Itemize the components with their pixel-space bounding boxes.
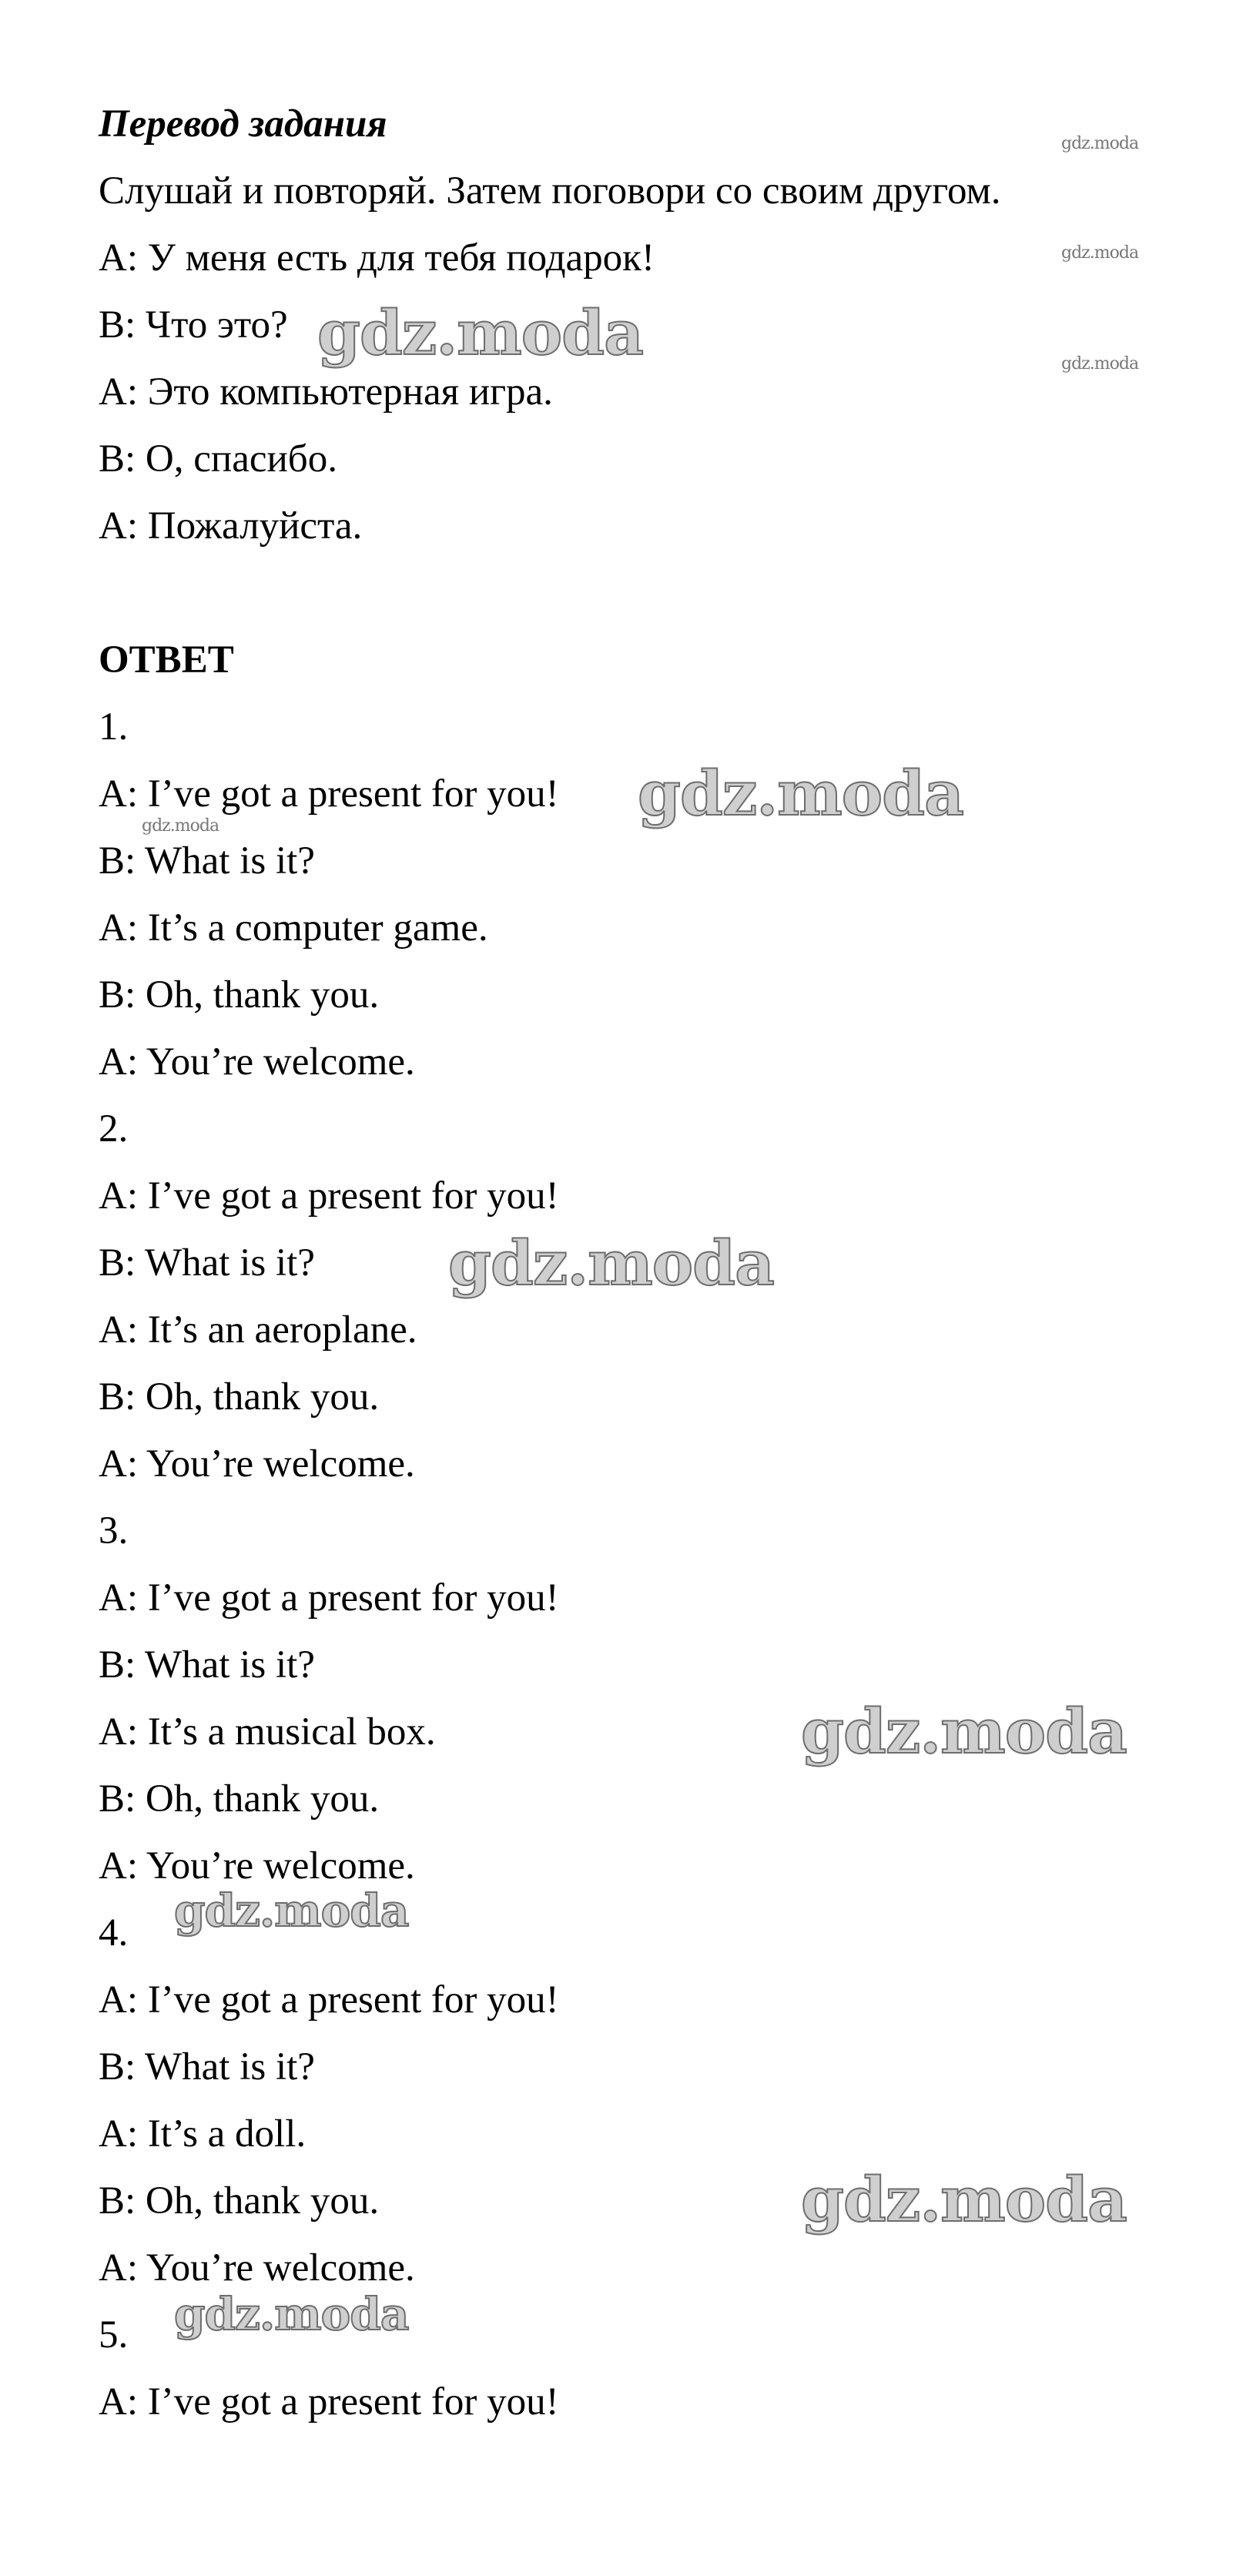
watermark: gdz.moda bbox=[801, 1695, 1127, 1767]
instruction-line: Слушай и повторяй. Затем поговори со своим другом. bbox=[99, 169, 1001, 213]
answer-dialogue-2 bbox=[99, 1096, 1208, 1498]
task-translation-heading: Перевод задания bbox=[99, 102, 387, 146]
dialogue-line: А: Это компьютерная игра. bbox=[99, 370, 553, 414]
dialogue-line: A: You’re welcome. bbox=[99, 2246, 415, 2290]
watermark: gdz.moda bbox=[174, 1884, 409, 1937]
document-body bbox=[99, 91, 1208, 2436]
watermark: gdz.moda bbox=[448, 1227, 774, 1299]
watermark: gdz.moda bbox=[142, 816, 219, 836]
watermark: gdz.moda bbox=[174, 2288, 409, 2340]
dialogue-line: А: У меня есть для тебя подарок! bbox=[99, 236, 655, 280]
answer-section bbox=[99, 627, 1208, 2436]
dialogue-line: A: It’s an aeroplane. bbox=[99, 1308, 417, 1352]
dialogue-line: B: What is it? bbox=[99, 1241, 315, 1285]
dialogue-line: B: Oh, thank you. bbox=[99, 1777, 380, 1821]
answer-dialogue-5 bbox=[99, 2302, 1208, 2436]
section-gap bbox=[99, 560, 1208, 627]
dialogue-line: B: What is it? bbox=[99, 1643, 315, 1687]
dialogue-line: A: I’ve got a present for you! bbox=[99, 2380, 559, 2424]
watermark: gdz.moda bbox=[1061, 354, 1139, 374]
dialogue-number: 5. bbox=[99, 2313, 129, 2357]
dialogue-line: A: You’re welcome. bbox=[99, 1844, 415, 1888]
dialogue-line: B: What is it? bbox=[99, 839, 315, 883]
dialogue-line: В: О, спасибо. bbox=[99, 437, 337, 481]
dialogue-line: B: Oh, thank you. bbox=[99, 973, 380, 1017]
watermark: gdz.moda bbox=[1061, 134, 1139, 153]
dialogue-line: A: It’s a musical box. bbox=[99, 1710, 436, 1754]
dialogue-line: В: Что это? bbox=[99, 303, 288, 347]
dialogue-line: A: It’s a computer game. bbox=[99, 906, 488, 950]
answer-heading: ОТВЕТ bbox=[99, 638, 234, 682]
dialogue-line: A: I’ve got a present for you! bbox=[99, 772, 559, 816]
watermark: gdz.moda bbox=[638, 757, 963, 829]
dialogue-line: B: Oh, thank you. bbox=[99, 2179, 380, 2223]
dialogue-line: А: Пожалуйста. bbox=[99, 504, 363, 548]
dialogue-line: B: Oh, thank you. bbox=[99, 1375, 380, 1419]
dialogue-line: A: I’ve got a present for you! bbox=[99, 1174, 559, 1218]
watermark: gdz.moda bbox=[801, 2163, 1127, 2236]
watermark: gdz.moda bbox=[317, 296, 643, 369]
dialogue-number: 2. bbox=[99, 1107, 129, 1151]
task-translation-section bbox=[99, 91, 1208, 560]
dialogue-number: 3. bbox=[99, 1509, 129, 1553]
answer-dialogue-3 bbox=[99, 1498, 1208, 1900]
dialogue-line: A: You’re welcome. bbox=[99, 1442, 415, 1486]
dialogue-line: A: You’re welcome. bbox=[99, 1040, 415, 1084]
dialogue-number: 4. bbox=[99, 1911, 129, 1955]
answer-dialogue-4 bbox=[99, 1900, 1208, 2302]
watermark: gdz.moda bbox=[1061, 243, 1139, 263]
answer-dialogue-1 bbox=[99, 694, 1208, 1096]
dialogue-line: A: I’ve got a present for you! bbox=[99, 1576, 559, 1620]
dialogue-line: A: I’ve got a present for you! bbox=[99, 1978, 559, 2022]
dialogue-line: B: What is it? bbox=[99, 2045, 315, 2089]
dialogue-line: A: It’s a doll. bbox=[99, 2112, 307, 2156]
dialogue-number: 1. bbox=[99, 705, 129, 749]
